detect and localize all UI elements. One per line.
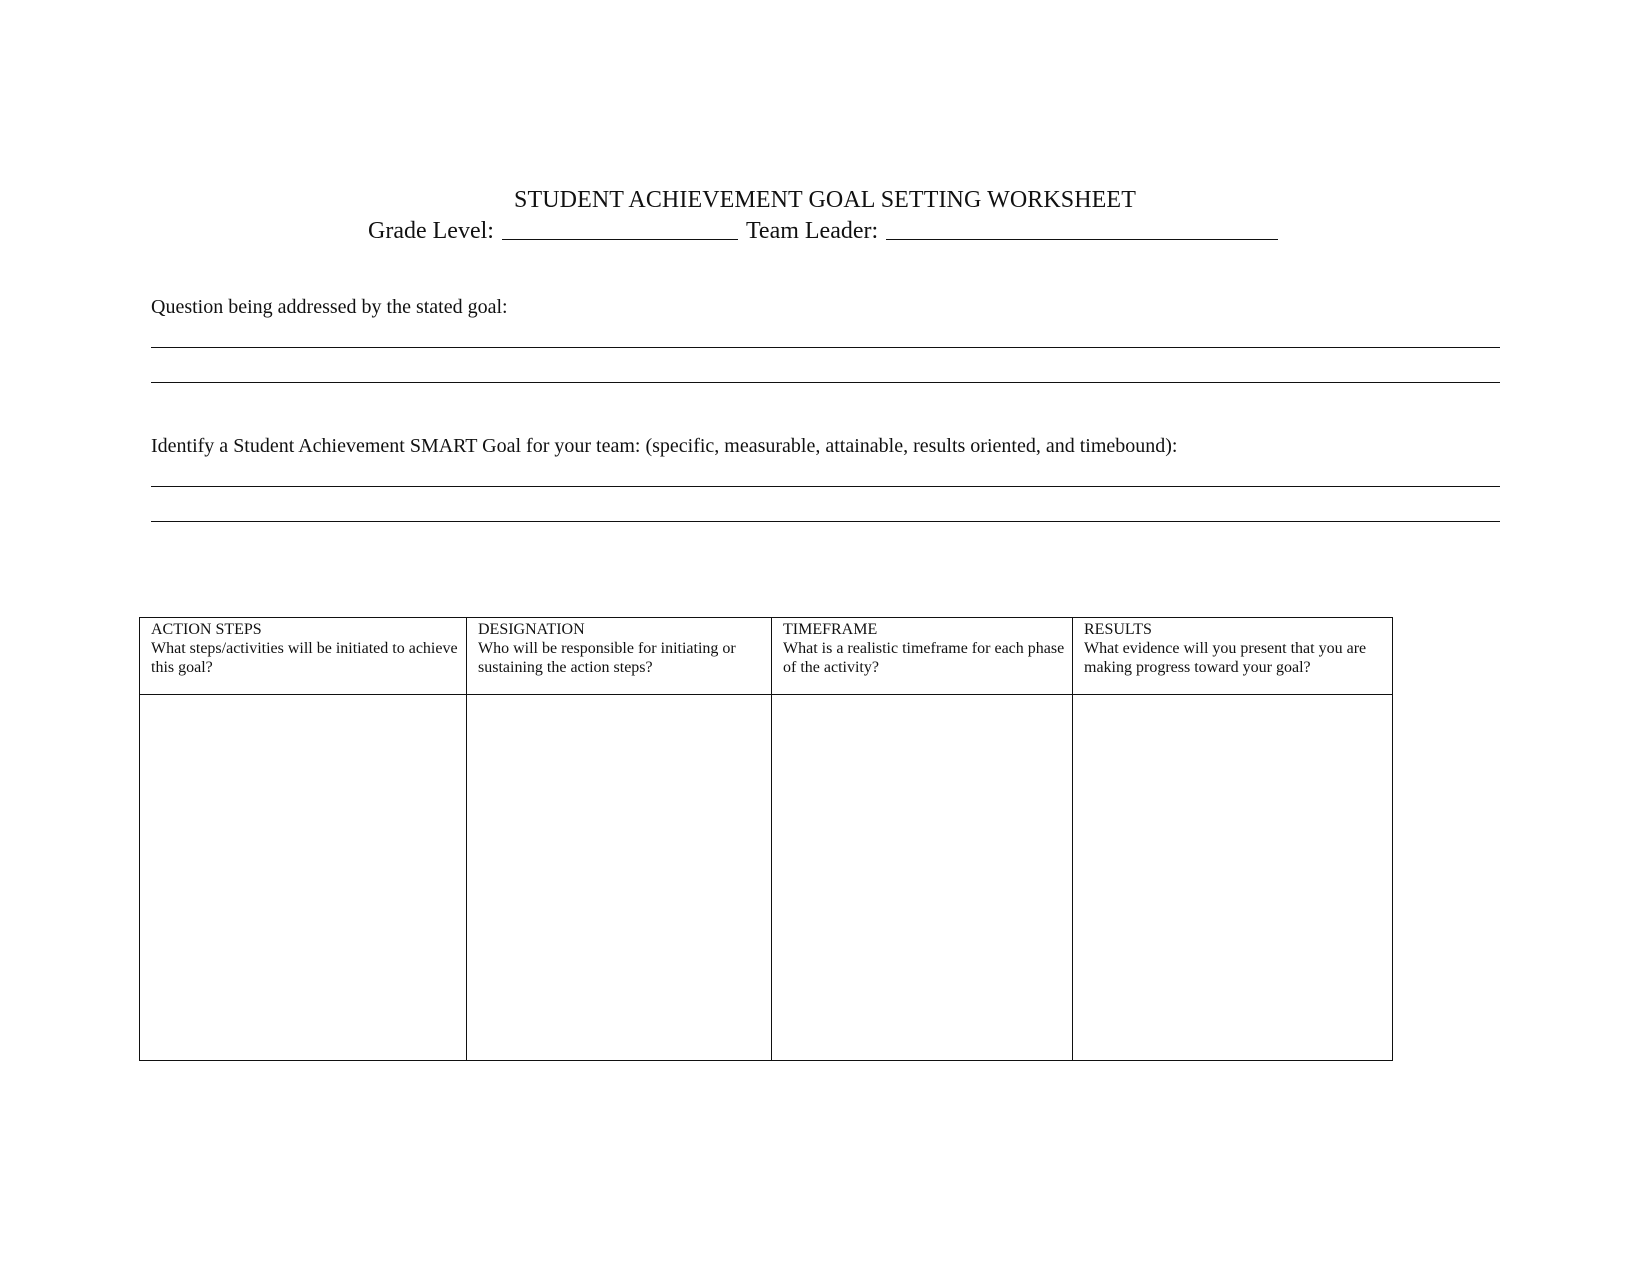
header-fields (368, 215, 1278, 246)
smart-goal-line-2[interactable] (151, 521, 1500, 522)
question-prompt: Question being addressed by the stated goal: (151, 296, 508, 318)
table-header-timeframe (772, 618, 1073, 695)
question-line-1[interactable] (151, 347, 1500, 348)
smart-goal-prompt: Identify a Student Achievement SMART Goal for your team: (specific, measurable, attainable, results oriented, and timebound): (151, 435, 1178, 457)
results-entry-cell[interactable] (1073, 695, 1392, 1060)
column-description: What is a realistic timeframe for each phase of the activity? (783, 640, 1065, 676)
table-header-results (1073, 618, 1392, 695)
column-title: TIMEFRAME (783, 621, 878, 638)
grade-level-label: Grade Level: (368, 218, 494, 244)
action-steps-entry-cell[interactable] (140, 695, 467, 1060)
designation-entry-cell[interactable] (467, 695, 772, 1060)
question-line-2[interactable] (151, 382, 1500, 383)
column-description: Who will be responsible for initiating or sustaining the action steps? (478, 640, 736, 676)
column-title: DESIGNATION (478, 621, 585, 638)
smart-goal-line-1[interactable] (151, 486, 1500, 487)
timeframe-entry-cell[interactable] (772, 695, 1073, 1060)
column-title: ACTION STEPS (151, 621, 262, 638)
team-leader-label: Team Leader: (745, 218, 879, 244)
grade-level-field[interactable] (502, 217, 738, 240)
table-header-action-steps (140, 618, 467, 695)
action-plan-table (139, 617, 1393, 1061)
team-leader-field[interactable] (886, 217, 1278, 240)
column-description: What evidence will you present that you are making progress toward your goal? (1084, 640, 1367, 676)
column-description: What steps/activities will be initiated to achieve this goal? (151, 640, 458, 676)
column-title: RESULTS (1084, 621, 1152, 638)
worksheet-title: STUDENT ACHIEVEMENT GOAL SETTING WORKSHEET (514, 187, 1136, 213)
table-header-designation (467, 618, 772, 695)
